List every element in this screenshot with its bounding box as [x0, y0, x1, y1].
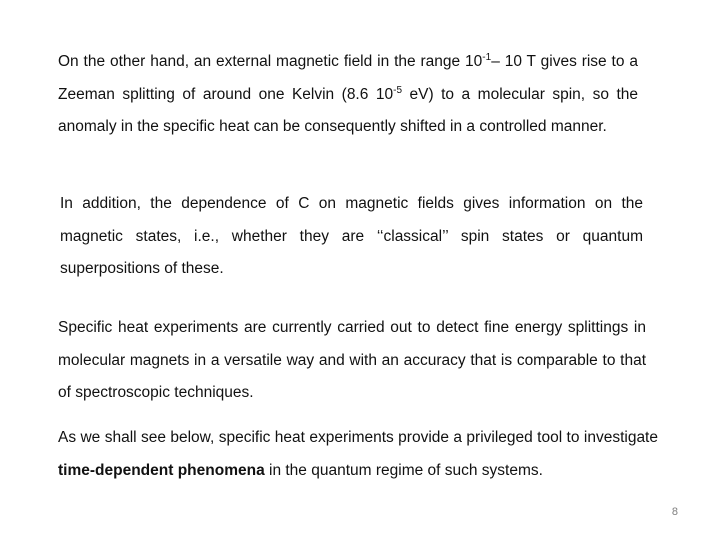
paragraph-2: [60, 188, 643, 286]
exponent-1: -1: [482, 52, 492, 63]
emphasis-time-dependent-phenomena: time-dependent phenomena: [58, 461, 265, 479]
page-number: 8: [671, 506, 678, 518]
paragraph-1-text-3: eV) to a molecular spin, so the anomaly in the specific heat can be consequently shifted in a controlled manner.: [58, 85, 638, 135]
paragraph-1-text-1: On the other hand, an external magnetic field in the range 10: [58, 53, 483, 70]
paragraph-4-text-2: in the quantum regime of such systems.: [264, 461, 543, 479]
paragraph-1: [58, 46, 638, 144]
paragraph-3-text: Specific heat experiments are currently carried out to detect fine energy splittings in molecular magnets in a versatile way and with an accuracy that is comparable to that of spectroscopic techniques.: [58, 319, 646, 401]
paragraph-4-text-1: As we shall see below, specific heat experiments provide a privileged tool to investigate: [58, 429, 658, 446]
paragraph-2-text: In addition, the dependence of C on magnetic fields gives information on the magnetic states, i.e., whether they are ‘‘classical’’ spin states or quantum superpositions of these.: [60, 195, 643, 277]
paragraph-3: [58, 312, 646, 410]
exponent-2: -5: [393, 84, 403, 96]
paragraph-1-text-2: – 10 T gives rise to a Zeeman splitting of around one Kelvin (8.6 10: [58, 53, 638, 103]
paragraph-4: [58, 422, 658, 487]
